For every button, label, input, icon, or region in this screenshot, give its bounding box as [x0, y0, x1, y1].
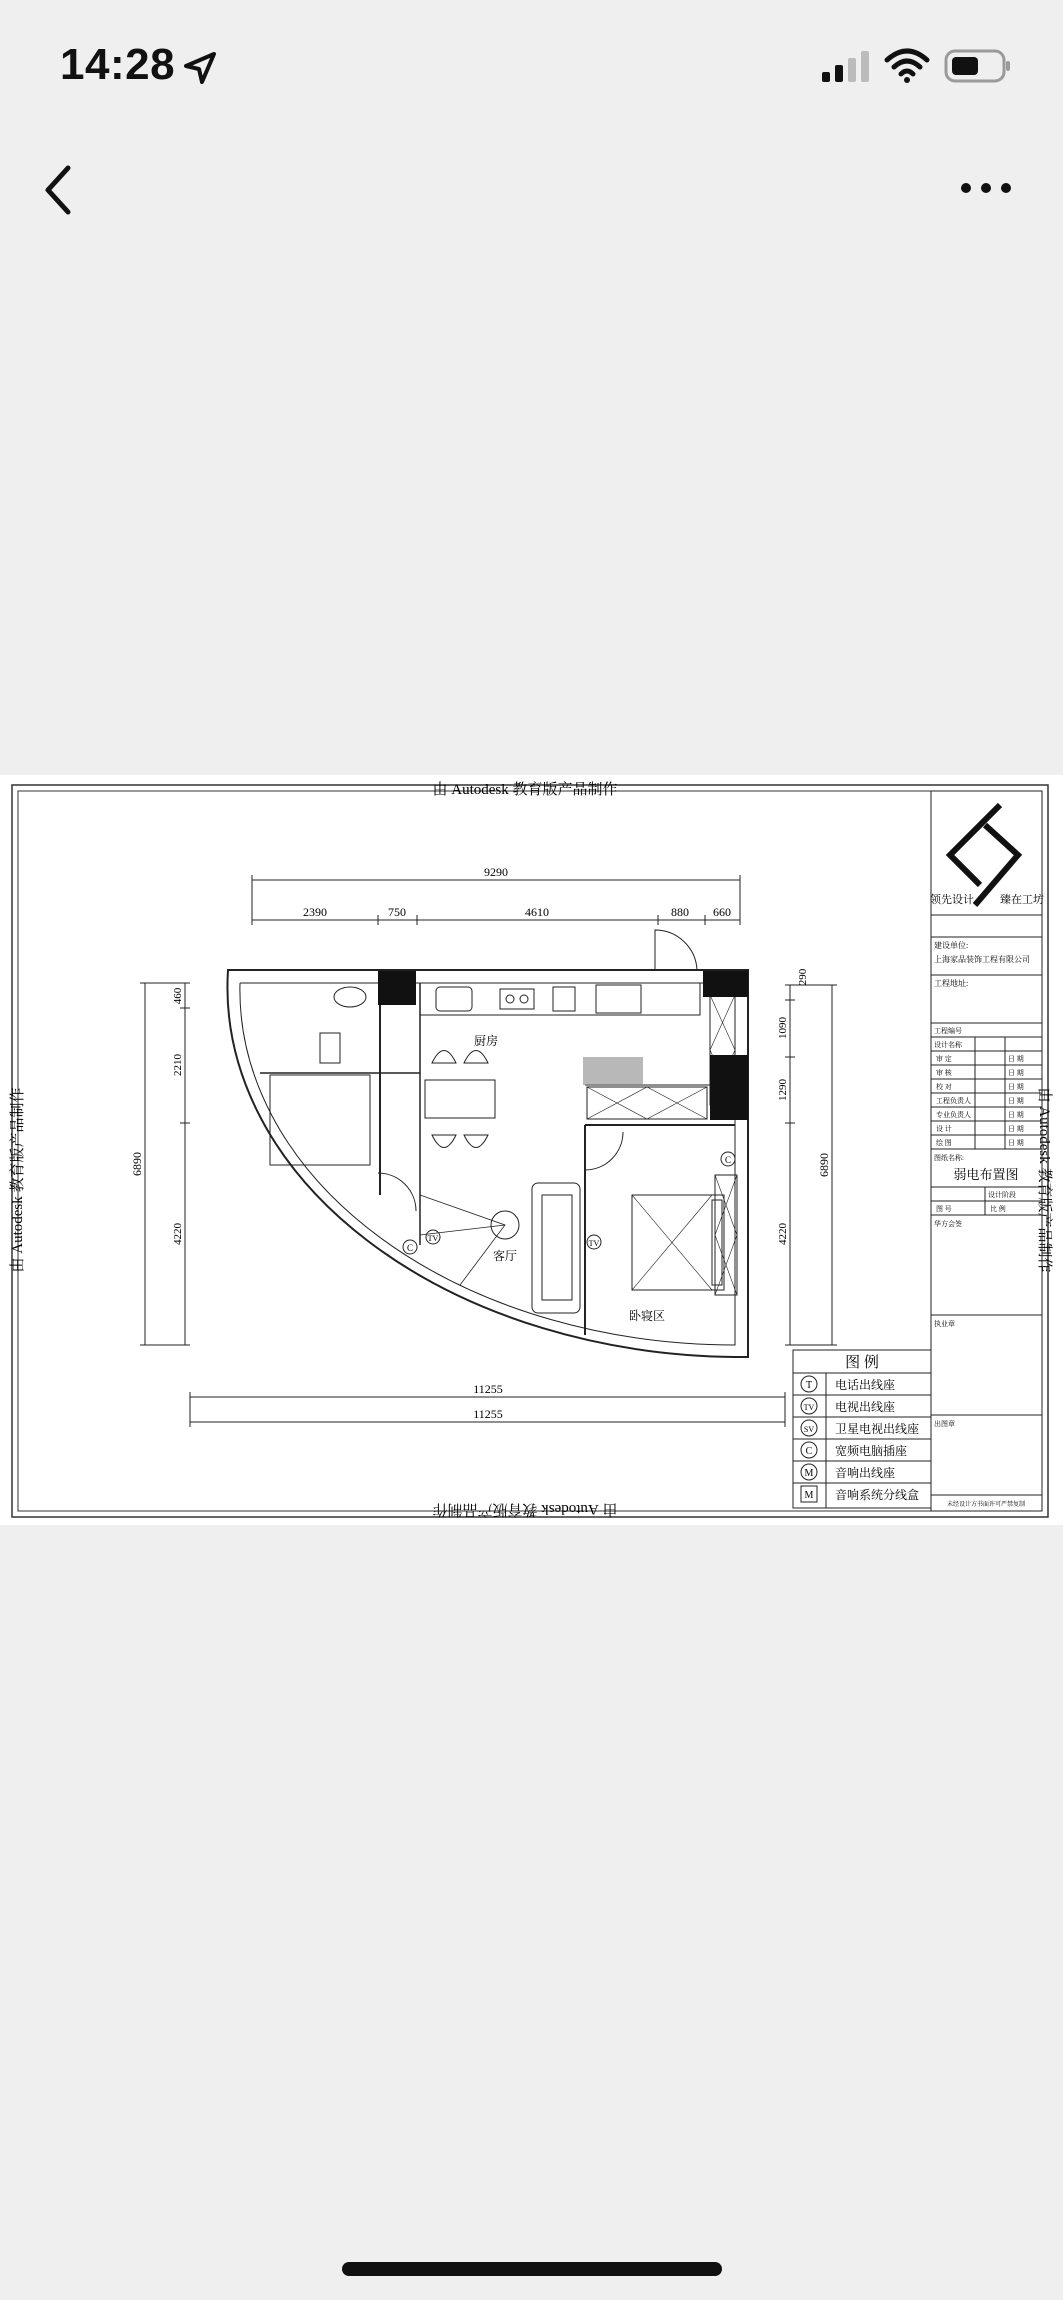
- date-label-6: 日 期: [1008, 1125, 1024, 1133]
- role-1: 审 定: [936, 1055, 952, 1063]
- date-label-2: 日 期: [1008, 1069, 1024, 1077]
- dim-left-total: 6890: [130, 1152, 144, 1176]
- location-arrow-icon: [180, 48, 220, 88]
- legend-label-2: 电视出线座: [835, 1400, 896, 1414]
- svg-text:C: C: [724, 1155, 732, 1165]
- sign-label: 华方会签: [934, 1220, 962, 1228]
- date-label-1: 日 期: [1008, 1055, 1024, 1063]
- dim-right-3: 1290: [777, 1079, 789, 1101]
- room-bedroom-label: 卧寝区: [628, 1309, 666, 1323]
- legend-symbol-1: T: [805, 1380, 813, 1391]
- watermark-right: 由 Autodesk 教育版产品制作: [1036, 1087, 1052, 1273]
- stage-label: 设计阶段: [988, 1191, 1016, 1199]
- dim-right-1: 290: [797, 968, 809, 986]
- wifi-icon: [884, 46, 930, 84]
- nav-bar: [0, 150, 1063, 230]
- stamp-label-1: 执业章: [934, 1320, 955, 1328]
- dim-left-1: 460: [172, 987, 184, 1005]
- date-label-3: 日 期: [1008, 1083, 1024, 1091]
- status-bar: [0, 0, 1063, 130]
- legend-symbol-3: SV: [803, 1425, 815, 1434]
- client-label: 建设单位:: [934, 941, 969, 950]
- dim-bottom-b: 11255: [473, 1407, 503, 1421]
- dim-right-4: 4220: [777, 1223, 789, 1245]
- footer-note: 未经设计方书面许可严禁复制: [946, 1502, 1026, 1508]
- legend-label-3: 卫星电视出线座: [835, 1422, 920, 1436]
- drawing-name-label: 图纸名称:: [934, 1154, 964, 1162]
- stamp-label-2: 出图章: [934, 1420, 955, 1428]
- svg-text:TV: TV: [427, 1234, 439, 1243]
- dim-overall-top: 9290: [484, 865, 508, 879]
- home-indicator[interactable]: [342, 2262, 722, 2276]
- dim-left-3: 4220: [172, 1223, 184, 1245]
- room-kitchen-label: 厨房: [473, 1034, 499, 1048]
- company-right: 臻在工坊: [1000, 894, 1044, 906]
- company-logo: [950, 805, 1018, 905]
- role-7: 绘 图: [936, 1139, 952, 1147]
- legend-label-1: 电话出线座: [835, 1378, 896, 1392]
- watermark-bottom: 由 Autodesk 教育版产品制作: [432, 1501, 618, 1517]
- dim-bottom-a: 11255: [473, 1382, 503, 1396]
- date-label-5: 日 期: [1008, 1111, 1024, 1119]
- dim-seg-4: 880: [671, 905, 689, 919]
- chevron-left-icon[interactable]: [38, 162, 78, 218]
- dim-seg-3: 4610: [525, 905, 549, 919]
- legend-symbol-5: M: [804, 1468, 814, 1479]
- legend-label-6: 音响系统分线盒: [835, 1488, 920, 1502]
- dim-left-2: 2210: [172, 1054, 184, 1076]
- client-name: 上海家品装饰工程有限公司: [934, 955, 1030, 964]
- ellipsis-icon[interactable]: [958, 178, 1014, 198]
- role-4: 工程负责人: [936, 1097, 971, 1105]
- svg-text:TV: TV: [588, 1239, 600, 1248]
- floor-plan-drawing: [0, 775, 1063, 1525]
- role-3: 校 对: [936, 1083, 952, 1091]
- floor-plan-image[interactable]: [0, 775, 1063, 1525]
- dim-seg-2: 750: [388, 905, 406, 919]
- dim-seg-5: 660: [713, 905, 731, 919]
- date-label-7: 日 期: [1008, 1139, 1024, 1147]
- signal-icon: [820, 50, 872, 84]
- project-no-label: 工程编号: [934, 1027, 962, 1035]
- watermark-top: 由 Autodesk 教育版产品制作: [432, 782, 618, 798]
- dim-right-total: 6890: [817, 1153, 831, 1177]
- role-6: 设 计: [936, 1125, 952, 1133]
- watermark-left: 由 Autodesk 教育版产品制作: [10, 1087, 26, 1273]
- legend-symbol-4: C: [805, 1446, 813, 1457]
- role-2: 审 核: [936, 1069, 952, 1077]
- dim-right-2: 1090: [777, 1017, 789, 1039]
- role-5: 专业负责人: [936, 1111, 971, 1119]
- legend-label-4: 宽频电脑插座: [835, 1444, 908, 1458]
- design-name-label: 设计名称: [934, 1041, 962, 1049]
- scale-label: 比 例: [990, 1205, 1006, 1213]
- legend-symbol-6: M: [804, 1490, 814, 1501]
- battery-icon: [944, 48, 1012, 84]
- legend-title: 图 例: [845, 1355, 879, 1371]
- legend-symbol-2: TV: [803, 1403, 815, 1412]
- dim-seg-1: 2390: [303, 905, 327, 919]
- project-addr-label: 工程地址:: [934, 979, 969, 988]
- legend-label-5: 音响出线座: [835, 1466, 896, 1480]
- company-left: 领先设计: [930, 894, 974, 906]
- sheet-no-label: 图 号: [936, 1205, 952, 1213]
- date-label-4: 日 期: [1008, 1097, 1024, 1105]
- status-time: 14:28: [60, 40, 176, 89]
- drawing-name: 弱电布置图: [953, 1167, 1019, 1182]
- room-living-label: 客厅: [492, 1249, 518, 1263]
- svg-text:C: C: [406, 1243, 414, 1253]
